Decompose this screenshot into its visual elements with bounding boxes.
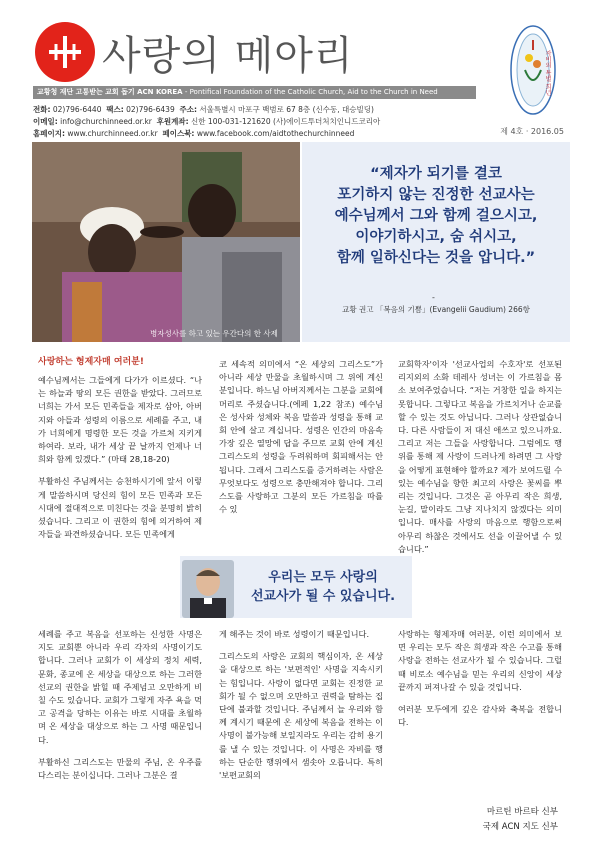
jubilee-of-mercy-emblem: [503, 20, 563, 120]
column-2-top: [219, 358, 383, 525]
email-label: 이메일:: [33, 117, 58, 126]
callout-text: [238, 568, 408, 606]
newsletter-title: 사랑의 메아리: [102, 33, 354, 79]
hero-quote-line: 예수님께서 그와 함께 걸으시고,: [334, 208, 538, 224]
contact-info: [33, 104, 380, 140]
issue-number: 제 4호 · 2016.05: [500, 127, 564, 136]
column-2-bottom: [219, 628, 383, 791]
letter-paragraph: 예수님께서는 그들에게 다가가 이르셨다. “나는 하늘과 땅의 모든 권한을 받았다. 그러므로 너희는 가서 모든 민족들을 제자로 삼아, 아버지와 아들과 성령의 이름으로 세례를 주고, 내가 너희에게 명령한 모든 것을 가르쳐 지키게 하여라. 보라, 내가 세상 끝 날까지 언제나 너희와 함께 있겠다.” (마태 28,18-20): [38, 375, 202, 465]
hero-quote-source: 교황 권고 「복음의 기쁨」(Evangelii Gaudium) 266항: [342, 305, 530, 314]
phone-value: 02)796-6440: [52, 105, 102, 114]
email-link[interactable]: info@churchinneed.or.kr: [60, 117, 152, 126]
org-name-korean: 교황청 재단 고통받는 교회 돕기 ACN KOREA: [37, 88, 183, 96]
address-value: 서울특별시 마포구 백범로 67 8층 (신수동, 대승빌딩): [199, 105, 374, 114]
account-label: 후원계좌:: [156, 117, 189, 126]
letter-paragraph: 교회학자'이자 '선교사업의 수호자'로 선포된 리지외의 소화 데레사 성녀는 이 가르침을 몸소 보여주었습니다. “저는 거창한 일을 하지는 못합니다. 그렇다고 복음을 가르치거나 순교를 할 수 있는 것도 아닙니다. 그러나 상관없습니다. 다른 사람들이 저 대신 애쓰고 있으니까요. 그리고 저는 그들을 사랑합니다. 그럼에도 행위를 통해 제 사랑이 드러나게 하려면 그 사랑을 어떻게 표현해야 할까요? 제가 보여드릴 수 있는 예수님을 향한 최고의 사랑은 꽃씨를 뿌리는 것입니다. 그것은 곧 아무리 작은 희생, 눈길, 말이라도 그냥 지나치지 않겠다는 의미입니다. 매사를 사랑의 마음으로 행함으로써 아무리 하찮은 것에서도 선을 이끌어낼 수 있습니다.”: [398, 359, 562, 554]
address-label: 주소:: [179, 105, 197, 114]
org-name-english: - Pontifical Foundation of the Catholic Church, Aid to the Church in Need: [182, 88, 438, 96]
column-1-bottom: [38, 628, 202, 791]
column-1-top: [38, 374, 202, 550]
letter-paragraph: 게 해주는 것이 바로 성령이기 때문입니다.: [219, 629, 370, 639]
callout-line: 우리는 모두 사랑의: [268, 570, 378, 585]
fax-label: 팩스:: [106, 105, 124, 114]
letter-salutation: 사랑하는 형제자매 여러분!: [38, 357, 145, 367]
acn-cross-icon: [35, 22, 95, 82]
hero-photo: [32, 142, 300, 342]
hero-quote-line: 이야기하시고, 숨 쉬시고,: [355, 229, 517, 245]
facebook-label: 페이스북:: [162, 129, 195, 138]
hero-quote-line: 함께 일하신다는 것을 압니다.”: [336, 250, 536, 266]
hero-quote: [302, 164, 570, 269]
letter-paragraph: 그리스도의 사랑은 교회의 핵심이자, 온 세상을 대상으로 하는 '보편적인' 사명을 지속시키는 힘입니다. 사랑이 없다면 교회는 진정한 교회가 될 수 없으며 오만하고 권력을 탐하는 집단에 불과할 것입니다. 주님께서 늘 우리와 함께 계시기 때문에 온 세상에 복음을 전하는 이 사명이 불가능해 보일지라도 우리는 감히 용기를 낼 수 있는 것입니다. 이 사명은 자비를 행하는 단순한 행위에서 샘솟아 오릅니다. 특히 '보편교회의: [219, 651, 383, 781]
hero-quote-line: “제자가 되기를 결코: [370, 166, 502, 182]
priest-portrait: [182, 560, 234, 618]
facebook-link[interactable]: www.facebook.com/aidtothechurchinneed: [196, 129, 355, 138]
account-value: 신한 100-031-121620 (사)에이드투더처치인니드코리아: [191, 117, 381, 126]
letter-paragraph: 여러분 모두에게 깊은 감사와 축복을 전합니다.: [398, 704, 562, 728]
signature-role: 국제 ACN 지도 신부: [482, 822, 558, 832]
homepage-label: 홈페이지:: [33, 129, 65, 138]
hero-quote-dash: -: [432, 293, 435, 302]
column-3-bottom: [398, 628, 562, 738]
column-3-top: [398, 358, 562, 565]
letter-paragraph: 부활하신 그리스도는 만물의 주님, 온 우주를 다스리는 분이십니다. 그러나 그분은 결: [38, 756, 202, 781]
hero-quote-line: 포기하지 않는 진정한 선교사는: [337, 187, 535, 203]
signature: [483, 805, 558, 835]
organization-bar: [33, 86, 476, 99]
acn-logo: [35, 22, 95, 82]
letter-paragraph: 세례를 주고 복음을 선포하는 신성한 사명은 지도 교회뿐 아니라 우리 각자의 사명이기도 합니다. 그러나 교회가 이 세상의 정치 세력, 문화, 종교에 온 세상을 대상으로 하는 그러한 선교의 권한을 밝힐 때 주제넘고 오만하게 비칠 수도 있습니다. 교회가 그렇게 자주 욕을 먹고 공격을 당하는 이유는 바로 시대를 초월하며 온 세상을 대상으로 하는 그 사명 때문입니다.: [38, 629, 202, 745]
hero-photo-caption: 병자성사를 하고 있는 우간다의 한 사제: [150, 329, 278, 338]
letter-paragraph: 부활하신 주님께서는 승천하시기에 앞서 이렇게 말씀하시며 당신의 힘이 모든 민족과 모든 시대에 절대적으로 미친다는 것을 분명히 밝히셨습니다. 그리고 이 권한의 힘에 의거하여 제자들을 파견하셨습니다. 모든 민족에게: [38, 476, 202, 540]
callout-line: 선교사가 될 수 있습니다.: [250, 589, 396, 604]
letter-paragraph: 코 세속적 의미에서 “온 세상의 그리스도”가 아니라 세상 만물을 초월하시며 그 위에 계신 분입니다. 하느님 아버지께서는 그분을 교회에 머리로 주셨습니다.(에페 1,22 참조) 예수님은 성사와 성체와 복음 말씀과 성령을 통해 교회 안에 살고 계십니다. 성령은 인간의 마음속 가장 깊은 열망에 답을 주므로 교회 안에 계신 그리스도의 성령을 두려워하며 회피해서는 안 됩니다. 그래서 그리스도를 증거하려는 사람은 무엇보다도 성령으로 충만해져야 합니다. 그리스도를 사랑하고 그분의 모든 가르침을 따를 수 있: [219, 359, 383, 515]
homepage-link[interactable]: www.churchinneed.or.kr: [67, 129, 158, 138]
signature-name: 마르틴 바르타 신부: [486, 807, 558, 817]
fax-value: 02)796-6439: [126, 105, 175, 114]
emblem-label: 자비의 특별 희년: [544, 50, 551, 96]
phone-label: 전화:: [33, 105, 51, 114]
letter-paragraph: 사랑하는 형제자매 여러분, 이런 의미에서 보면 우리는 모두 작은 희생과 작은 수고를 통해 사랑을 전하는 선교사가 될 수 있습니다. 그럴 때 비로소 예수님을 믿는 우리의 신앙이 세상 끝까지 퍼져나갈 수 있을 것입니다.: [398, 629, 562, 692]
